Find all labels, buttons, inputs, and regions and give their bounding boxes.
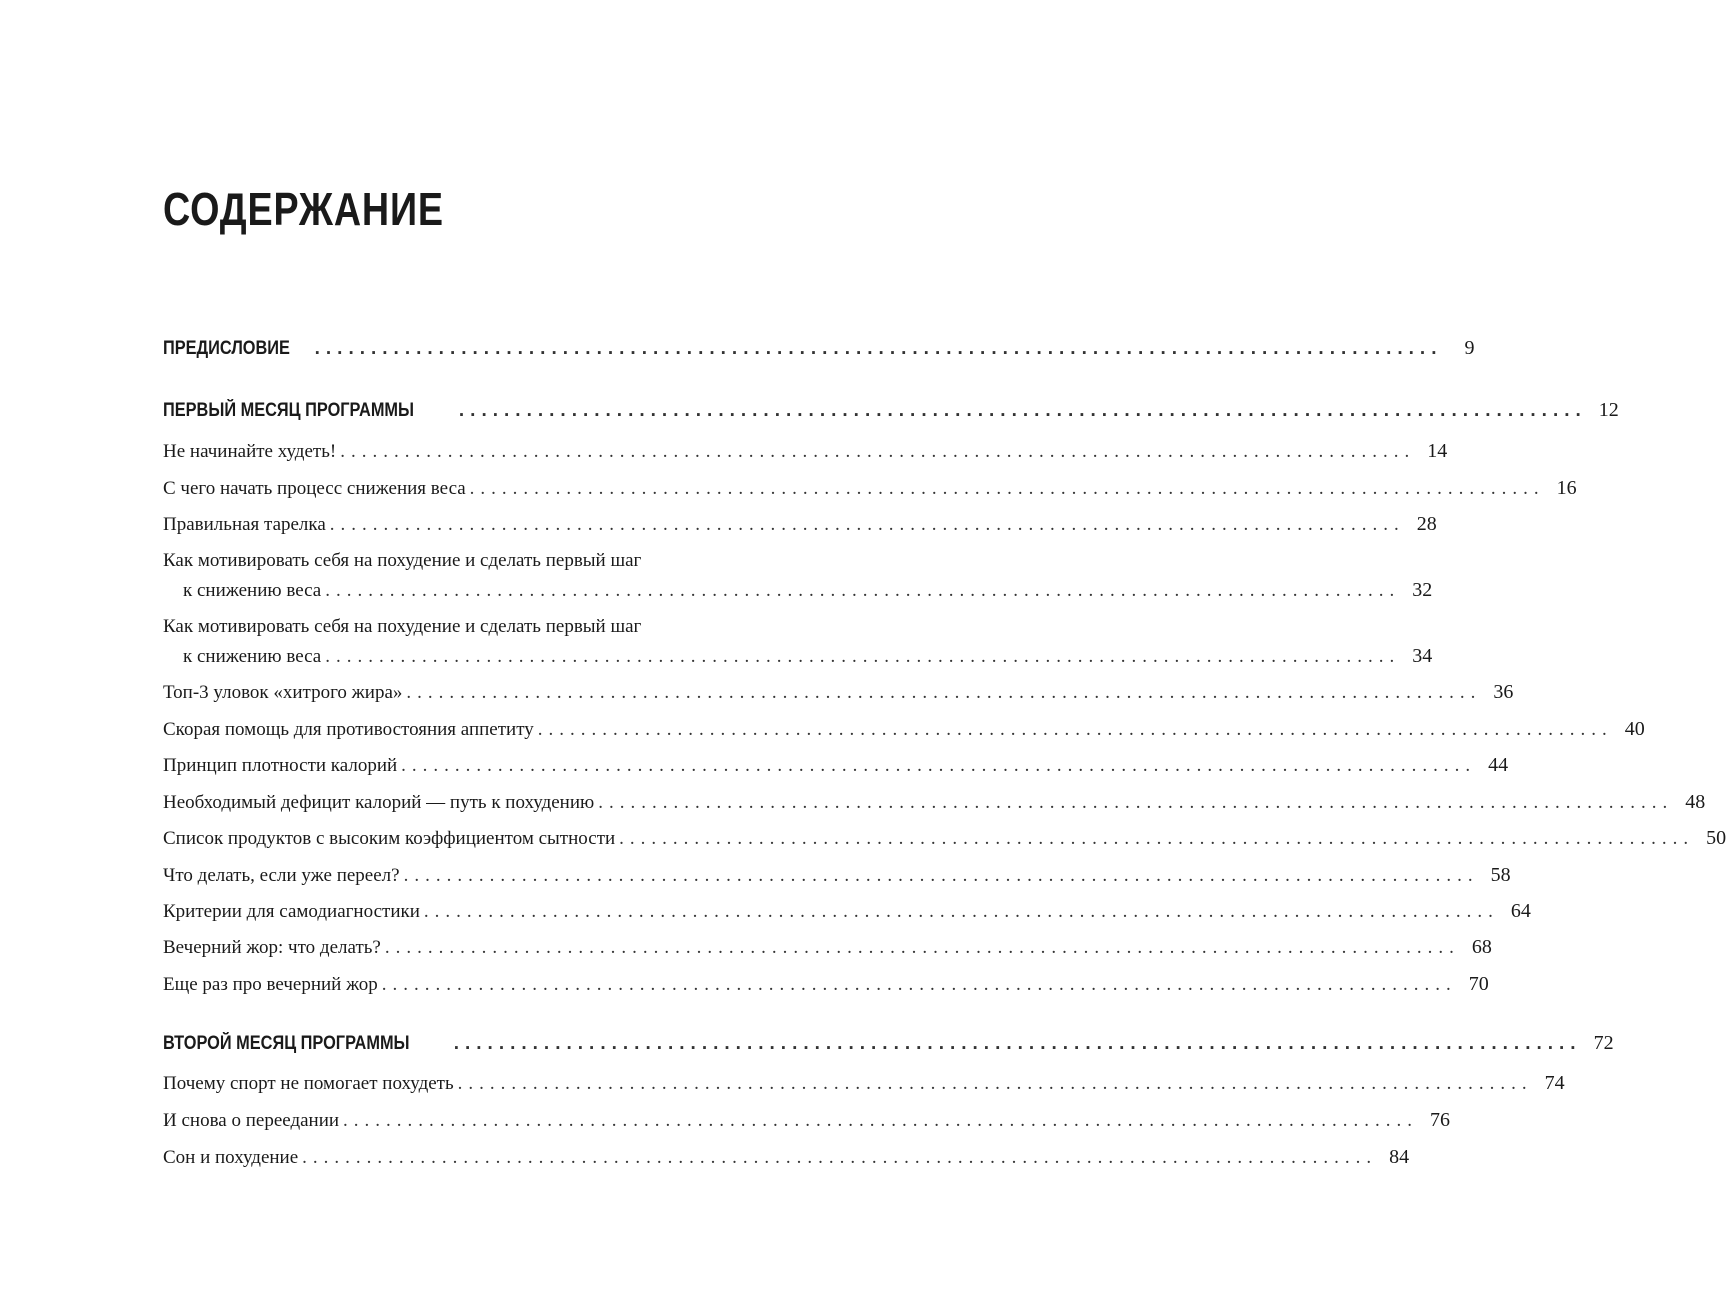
dot-leader: .................................................................................................... [406, 682, 1482, 703]
toc-entry[interactable] [163, 1108, 1451, 1133]
toc-page-number: 28 [1416, 513, 1437, 535]
toc-entry-label: ПЕРВЫЙ МЕСЯЦ ПРОГРАММЫ [163, 400, 415, 421]
toc-entry-label: Почему спорт не помогает похудеть [163, 1073, 454, 1094]
toc-entry[interactable] [163, 826, 1726, 851]
toc-page-number: 84 [1389, 1146, 1410, 1168]
toc-entry-label: ПРЕДИСЛОВИЕ [163, 338, 290, 359]
dot-leader: .................................................................................................... [537, 719, 1613, 740]
dot-leader: .................................................................................................... [340, 441, 1416, 462]
dot-leader: .................................................................................................... [423, 901, 1499, 922]
toc-entry-label: Что делать, если уже переел? [163, 865, 400, 886]
toc-page-number: 64 [1510, 900, 1531, 922]
toc-entry-label: Список продуктов с высоким коэффициентом сытности [163, 828, 616, 849]
dot-leader: .................................................................................................... [302, 1147, 1378, 1168]
toc-page-number: 70 [1468, 973, 1489, 995]
toc-page-number: 44 [1488, 754, 1509, 776]
dot-leader: .................................................................................................... [619, 828, 1695, 849]
toc-entry-label: Принцип плотности калорий [163, 755, 398, 776]
dot-leader: .................................................................................................... [381, 974, 1457, 995]
toc-entry-label: Сон и похудение [163, 1147, 299, 1168]
toc-page-number: 50 [1706, 827, 1726, 849]
toc-entry-label: Скорая помощь для противостояния аппетиту [163, 719, 534, 740]
dot-leader: .................................................................................................... [325, 646, 1401, 667]
toc-page-number: 36 [1493, 681, 1514, 703]
dot-leader: .................................................................................................... [469, 478, 1545, 499]
toc-page-number: 34 [1412, 645, 1433, 667]
dot-leader: .................................................................................................... [343, 1110, 1419, 1131]
toc-page-number: 68 [1471, 936, 1492, 958]
toc-page-number: 14 [1427, 440, 1448, 462]
dot-leader: .................................................................................................... [598, 792, 1674, 813]
toc-page-number: 16 [1556, 477, 1577, 499]
page-title: СОДЕРЖАНИЕ [163, 183, 444, 235]
dot-leader: .................................................................................................... [403, 865, 1479, 886]
dot-leader: .................................................................................................... [458, 400, 1587, 421]
toc-entry[interactable] [163, 935, 1492, 960]
toc-entry-label: к снижению веса [183, 646, 322, 667]
toc-page-number: 40 [1624, 718, 1645, 740]
toc-entry-label: ВТОРОЙ МЕСЯЦ ПРОГРАММЫ [163, 1033, 410, 1054]
toc-entry[interactable] [163, 753, 1509, 778]
toc-entry[interactable] [163, 1071, 1565, 1096]
toc-page-number: 74 [1544, 1072, 1565, 1094]
toc-entry-label: И снова о переедании [163, 1110, 340, 1131]
toc-entry-label: Топ-3 уловок «хитрого жира» [163, 682, 403, 703]
dot-leader: .................................................................................................... [401, 755, 1477, 776]
dot-leader: .................................................................................................... [325, 580, 1401, 601]
toc-entry[interactable] [163, 1145, 1410, 1170]
toc-section-first-month[interactable] [163, 398, 1619, 423]
toc-entry[interactable] [163, 863, 1511, 888]
dot-leader: .................................................................................................... [329, 514, 1405, 535]
toc-entry[interactable] [163, 972, 1489, 997]
toc-page-number: 12 [1598, 399, 1619, 421]
toc-entry-label-line1[interactable]: Как мотивировать себя на похудение и сделать первый шаг [163, 550, 642, 571]
toc-entry[interactable] [163, 899, 1531, 924]
toc-page-number: 9 [1464, 337, 1475, 359]
toc-entry[interactable] [163, 644, 1433, 669]
toc-entry-label-line1[interactable]: Как мотивировать себя на похудение и сделать первый шаг [163, 616, 642, 637]
toc-entry-label: к снижению веса [183, 580, 322, 601]
toc-entry-label: Не начинайте худеть! [163, 441, 337, 462]
dot-leader: .................................................................................................... [314, 338, 1443, 359]
toc-entry-label: Критерии для самодиагностики [163, 901, 420, 922]
toc-entry-label: С чего начать процесс снижения веса [163, 478, 466, 499]
toc-page-number: 76 [1430, 1109, 1451, 1131]
toc-entry-label: Правильная тарелка [163, 514, 326, 535]
toc-entry[interactable] [163, 476, 1577, 501]
toc-entry[interactable] [163, 578, 1433, 603]
toc-page-number: 48 [1685, 791, 1706, 813]
toc-entry[interactable] [163, 790, 1706, 815]
dot-leader: .................................................................................................... [384, 937, 1460, 958]
toc-entry-label: Необходимый дефицит калорий — путь к похудению [163, 792, 595, 813]
toc-page-number: 32 [1412, 579, 1433, 601]
toc-entry-label: Еще раз про вечерний жор [163, 974, 378, 995]
toc-page-number: 72 [1593, 1032, 1614, 1054]
toc-entry[interactable] [163, 512, 1437, 537]
toc-entry-label: Вечерний жор: что делать? [163, 937, 381, 958]
toc-entry[interactable] [163, 439, 1448, 464]
toc-section-second-month[interactable] [163, 1031, 1614, 1056]
toc-page-number: 58 [1490, 864, 1511, 886]
toc-entry[interactable] [163, 680, 1514, 705]
toc-section-preface[interactable] [163, 336, 1475, 361]
dot-leader: .................................................................................................... [457, 1073, 1533, 1094]
dot-leader: .................................................................................................... [453, 1033, 1582, 1054]
toc-entry[interactable] [163, 717, 1645, 742]
